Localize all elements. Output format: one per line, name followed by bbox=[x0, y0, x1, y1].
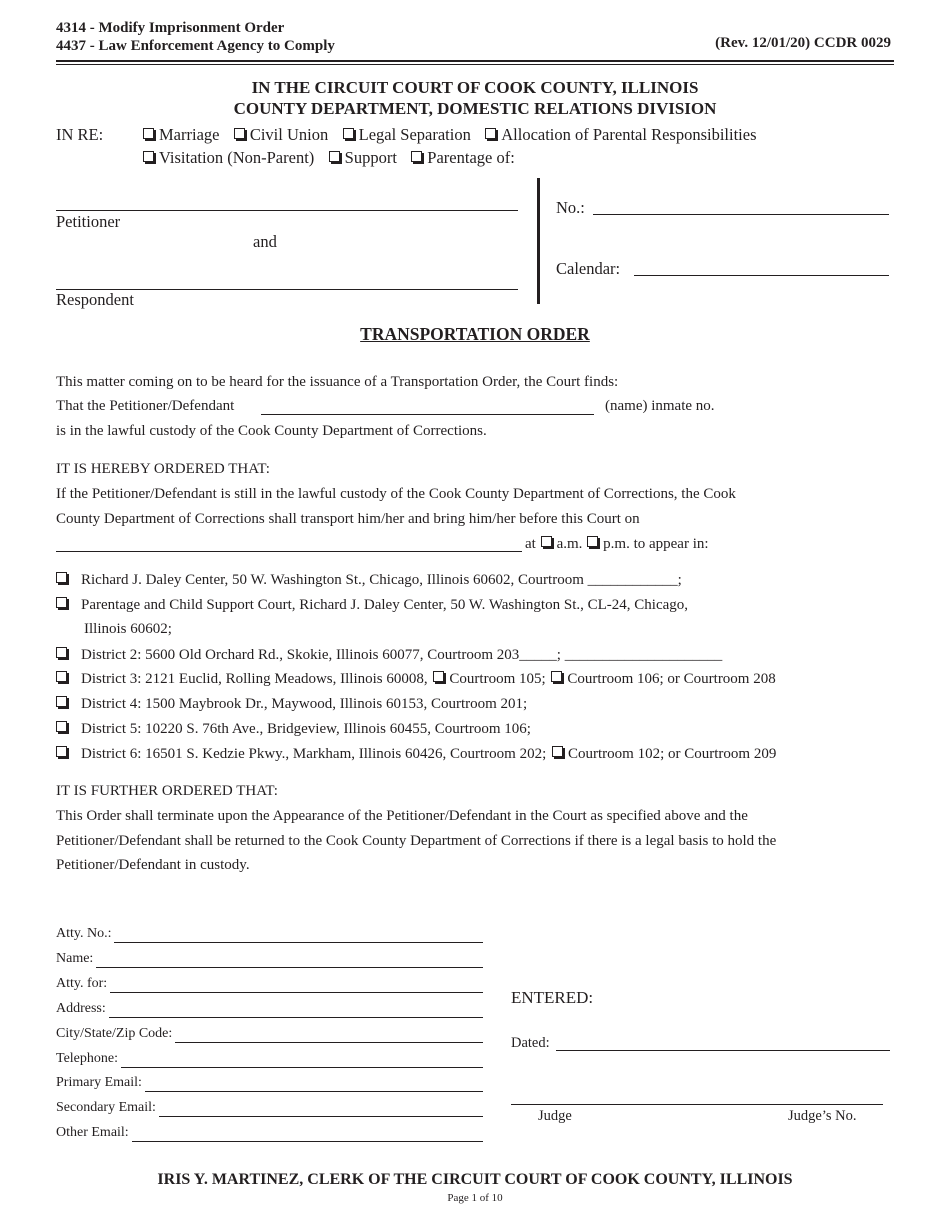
parentage-checkbox[interactable]: Parentage of: bbox=[409, 148, 515, 167]
judge-label: Judge bbox=[538, 1108, 572, 1124]
attorney-field-input[interactable] bbox=[96, 967, 483, 968]
findings-line2-pre: That the Petitioner/Defendant bbox=[56, 398, 235, 414]
in-re-label: IN RE: bbox=[56, 125, 104, 144]
court-heading-line1: IN THE CIRCUIT COURT OF COOK COUNTY, ILLINOIS bbox=[251, 78, 699, 97]
ordered-heading: IT IS HEREBY ORDERED THAT: bbox=[56, 461, 270, 477]
page-number: Page 1 of 10 bbox=[447, 1192, 503, 1204]
ordered-para1: If the Petitioner/Defendant is still in the lawful custody of the Cook County Department of Corrections, the Cook bbox=[56, 486, 736, 502]
further-heading: IT IS FURTHER ORDERED THAT: bbox=[56, 783, 278, 799]
attorney-field-input[interactable] bbox=[110, 992, 483, 993]
checkbox-icon[interactable] bbox=[56, 746, 67, 757]
location-daley-center: Richard J. Daley Center, 50 W. Washington St., Chicago, Illinois 60602, Courtroom ____________; bbox=[56, 572, 682, 589]
location-district-4: District 4: 1500 Maybrook Dr., Maywood, Illinois 60153, Courtroom 201; bbox=[56, 696, 527, 713]
attorney-field-label: Address: bbox=[56, 1000, 106, 1016]
attorney-field-label: Secondary Email: bbox=[56, 1100, 156, 1116]
visitation-checkbox[interactable]: Visitation (Non-Parent) bbox=[141, 148, 314, 167]
location-district-3: District 3: 2121 Euclid, Rolling Meadows, Illinois 60008, Courtroom 105; Courtroom 106; or Courtroom 208 bbox=[56, 671, 776, 688]
appearance-date-field[interactable] bbox=[56, 551, 522, 552]
checkbox-icon bbox=[329, 151, 340, 162]
attorney-field-input[interactable] bbox=[159, 1116, 483, 1117]
calendar-label: Calendar: bbox=[556, 259, 621, 278]
checkbox-icon bbox=[485, 128, 496, 139]
court-heading-line2: COUNTY DEPARTMENT, DOMESTIC RELATIONS DIVISION bbox=[233, 99, 717, 118]
attorney-field-label: Atty. No.: bbox=[56, 926, 112, 941]
allocation-checkbox[interactable]: Allocation of Parental Responsibilities bbox=[483, 125, 756, 144]
civil-union-checkbox[interactable]: Civil Union bbox=[232, 125, 328, 144]
court-heading bbox=[0, 77, 950, 119]
judge-number-label: Judge’s No. bbox=[788, 1108, 857, 1124]
checkbox-icon[interactable] bbox=[56, 721, 67, 732]
attorney-field-label: Other Email: bbox=[56, 1125, 129, 1141]
legal-separation-checkbox[interactable]: Legal Separation bbox=[341, 125, 471, 144]
marriage-checkbox[interactable]: Marriage bbox=[141, 125, 219, 144]
location-district-2: District 2: 5600 Old Orchard Rd., Skokie, Illinois 60077, Courtroom 203_____; _____________________ bbox=[56, 647, 722, 664]
findings-line2 bbox=[56, 398, 234, 415]
checkbox-icon[interactable] bbox=[56, 696, 67, 707]
document-title: TRANSPORTATION ORDER bbox=[360, 324, 590, 344]
clerk-footer: IRIS Y. MARTINEZ, CLERK OF THE CIRCUIT COURT OF COOK COUNTY, ILLINOIS bbox=[157, 1171, 793, 1188]
attorney-field-input[interactable] bbox=[114, 942, 483, 943]
location-parentage-court: Parentage and Child Support Court, Richard J. Daley Center, 50 W. Washington St., CL-24, Chicago, bbox=[56, 597, 688, 614]
location-district-6: District 6: 16501 S. Kedzie Pkwy., Markham, Illinois 60426, Courtroom 202; Courtroom 102; or Courtroom 209 bbox=[56, 746, 776, 763]
checkbox-icon bbox=[143, 151, 154, 162]
entered-label: ENTERED: bbox=[511, 988, 594, 1007]
attorney-field-label: Telephone: bbox=[56, 1050, 118, 1066]
checkbox-icon bbox=[343, 128, 354, 139]
judge-signature-field[interactable] bbox=[511, 1104, 883, 1105]
checkbox-icon[interactable] bbox=[56, 671, 67, 682]
attorney-field-label: Atty. for: bbox=[56, 975, 108, 991]
header-rule-thin bbox=[56, 64, 894, 65]
inmate-name-field[interactable] bbox=[261, 414, 594, 415]
form-number-4314: 4314 - Modify Imprisonment Order bbox=[56, 20, 285, 36]
checkbox-icon[interactable] bbox=[433, 671, 444, 682]
checkbox-icon bbox=[541, 536, 552, 547]
attorney-field-input[interactable] bbox=[132, 1141, 483, 1142]
in-re-options-row1 bbox=[141, 125, 757, 145]
checkbox-icon[interactable] bbox=[56, 597, 67, 608]
calendar-field[interactable] bbox=[634, 275, 889, 276]
form-number-4437: 4437 - Law Enforcement Agency to Comply bbox=[56, 38, 335, 54]
checkbox-icon[interactable] bbox=[551, 671, 562, 682]
checkbox-icon[interactable] bbox=[56, 647, 67, 658]
attorney-field-input[interactable] bbox=[175, 1042, 483, 1043]
in-re-options-row2 bbox=[141, 148, 515, 168]
checkbox-icon bbox=[587, 536, 598, 547]
pm-checkbox[interactable]: p.m. to appear in: bbox=[586, 536, 708, 552]
am-checkbox[interactable]: a.m. bbox=[540, 536, 583, 552]
checkbox-icon[interactable] bbox=[552, 746, 563, 757]
further-line2: Petitioner/Defendant shall be returned to the Cook County Department of Corrections if there is a legal basis to hold the bbox=[56, 833, 777, 849]
and-label: and bbox=[253, 232, 277, 251]
checkbox-icon bbox=[143, 128, 154, 139]
petitioner-name-field[interactable] bbox=[56, 210, 518, 211]
ordered-para2: County Department of Corrections shall transport him/her and bring him/her before this Court on bbox=[56, 511, 640, 527]
dated-field[interactable] bbox=[556, 1050, 890, 1051]
checkbox-icon bbox=[234, 128, 245, 139]
case-divider bbox=[537, 178, 540, 304]
findings-line1: This matter coming on to be heard for the issuance of a Transportation Order, the Court finds: bbox=[56, 374, 619, 390]
support-checkbox[interactable]: Support bbox=[327, 148, 397, 167]
findings-line2-post: (name) inmate no. bbox=[605, 398, 715, 414]
attorney-field-label: Name: bbox=[56, 950, 94, 966]
checkbox-icon bbox=[411, 151, 422, 162]
time-selection bbox=[525, 536, 709, 553]
attorney-field-label: City/State/Zip Code: bbox=[56, 1025, 173, 1041]
attorney-field-label: Primary Email: bbox=[56, 1075, 142, 1091]
case-number-label: No.: bbox=[556, 198, 585, 217]
attorney-field-input[interactable] bbox=[121, 1067, 483, 1068]
location-district-5: District 5: 10220 S. 76th Ave., Bridgeview, Illinois 60455, Courtroom 106; bbox=[56, 721, 531, 738]
petitioner-label: Petitioner bbox=[56, 212, 121, 231]
attorney-field-input[interactable] bbox=[145, 1091, 483, 1092]
at-label: at bbox=[525, 536, 536, 552]
checkbox-icon[interactable] bbox=[56, 572, 67, 583]
header-rule-thick bbox=[56, 60, 894, 62]
further-line1: This Order shall terminate upon the Appearance of the Petitioner/Defendant in the Court as specified above and the bbox=[56, 808, 748, 824]
further-line3: Petitioner/Defendant in custody. bbox=[56, 857, 250, 873]
attorney-field-input[interactable] bbox=[109, 1017, 483, 1018]
findings-line3: is in the lawful custody of the Cook County Department of Corrections. bbox=[56, 423, 487, 439]
revision-code: (Rev. 12/01/20) CCDR 0029 bbox=[715, 35, 891, 51]
case-number-field[interactable] bbox=[593, 214, 889, 215]
dated-label: Dated: bbox=[511, 1035, 550, 1051]
respondent-label: Respondent bbox=[56, 290, 134, 309]
location-parentage-court-line2: Illinois 60602; bbox=[84, 621, 172, 637]
